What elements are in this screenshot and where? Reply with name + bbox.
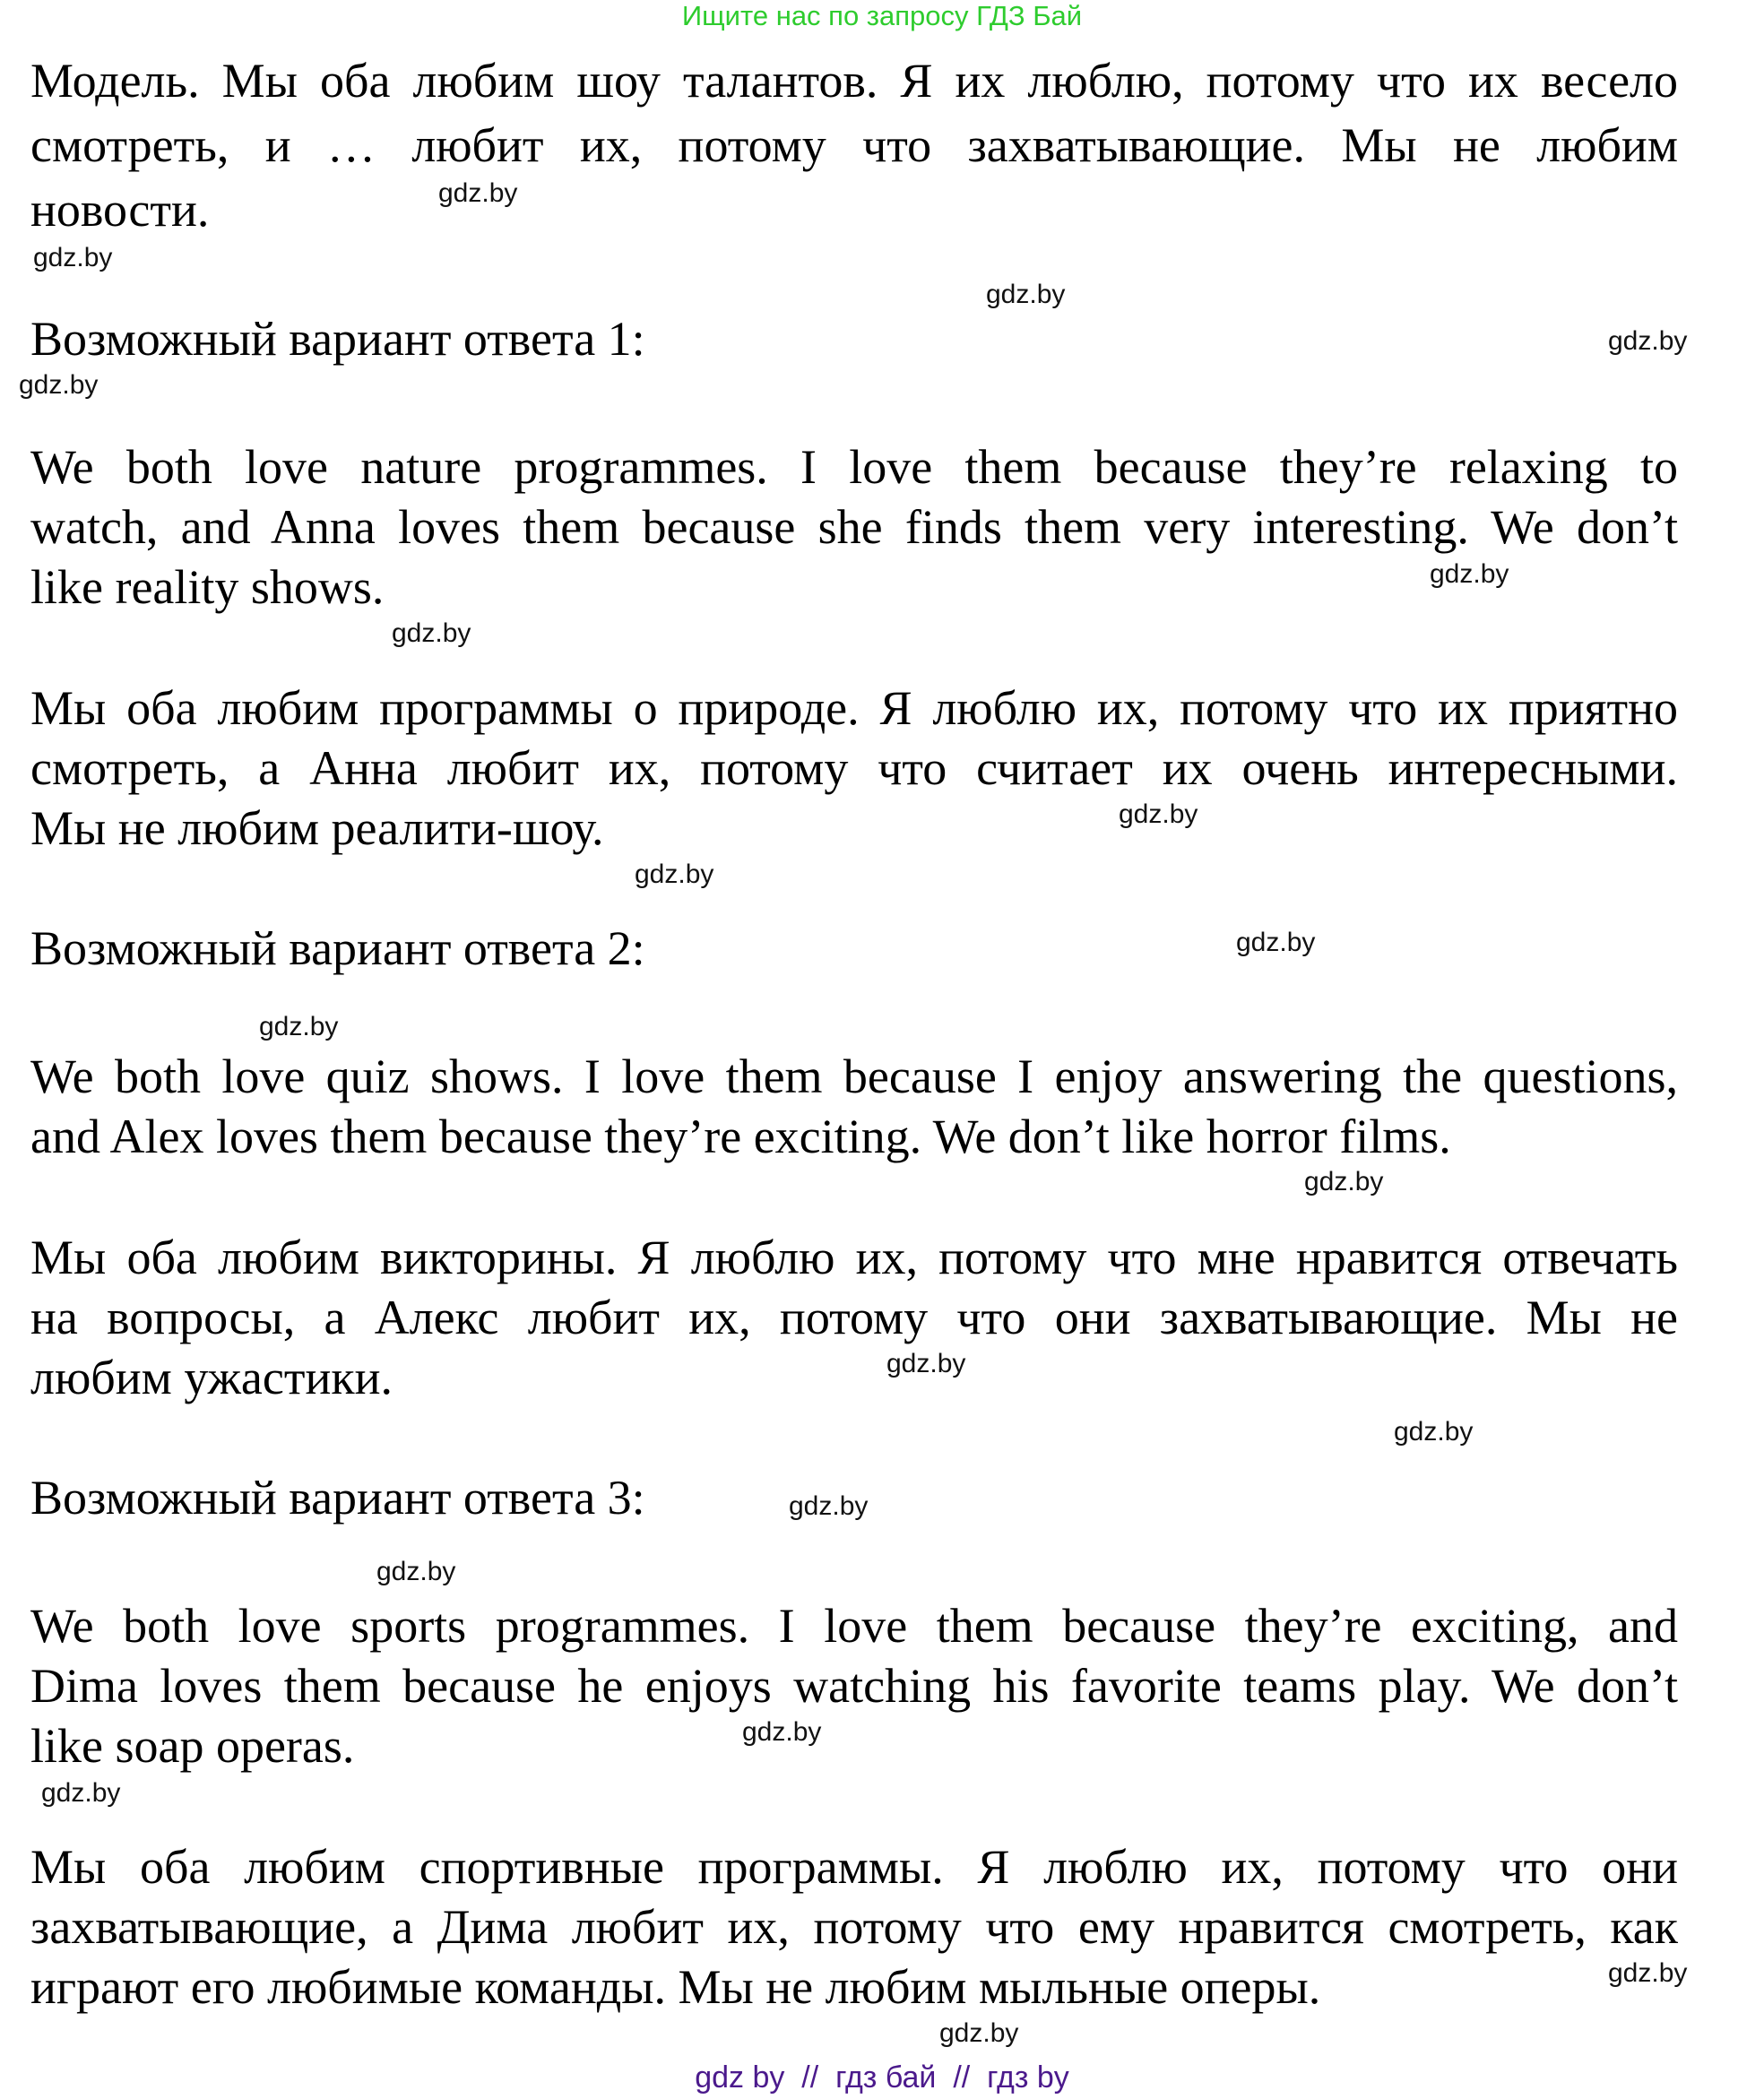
- text-line: like reality shows.: [30, 560, 385, 614]
- watermark-text: gdz.by: [1394, 1417, 1474, 1447]
- text-line: захватывающие, а Дима любит их, потому что ему нравится смотреть, как: [30, 1900, 1678, 1954]
- watermark-text: gdz.by: [1304, 1167, 1384, 1196]
- watermark-text: gdz.by: [33, 243, 113, 272]
- text-line: We both love sports programmes. I love them because they’re exciting, and: [30, 1599, 1678, 1653]
- variant-3-heading: Возможный вариант ответа 3:: [30, 1471, 645, 1525]
- watermark-text: gdz.by: [1430, 559, 1509, 589]
- text-line: Мы не любим реалити-шоу.: [30, 801, 604, 855]
- text-line: We both love nature programmes. I love them because they’re relaxing to: [30, 440, 1678, 494]
- watermark-text: gdz.by: [886, 1349, 966, 1378]
- variant-3-english: [30, 1596, 1678, 1776]
- text-line: Модель. Мы оба любим шоу талантов. Я их люблю, потому что их весело: [30, 54, 1678, 108]
- text-line: Мы оба любим спортивные программы. Я люблю их, потому что они: [30, 1840, 1678, 1894]
- text-line: Мы оба любим викторины. Я люблю их, потому что мне нравится отвечать: [30, 1231, 1678, 1284]
- text-line: новости.: [30, 183, 210, 237]
- variant-2-russian: [30, 1228, 1678, 1408]
- text-line: like soap operas.: [30, 1719, 355, 1773]
- variant-1-russian: [30, 678, 1678, 859]
- variant-1-heading: Возможный вариант ответа 1:: [30, 312, 645, 366]
- text-line: Dima loves them because he enjoys watching his favorite teams play. We don’t: [30, 1659, 1678, 1713]
- watermark-text: gdz.by: [742, 1717, 822, 1747]
- text-line: We both love quiz shows. I love them because I enjoy answering the questions,: [30, 1050, 1678, 1103]
- watermark-text: gdz.by: [19, 370, 99, 400]
- watermark-text: gdz.by: [438, 178, 518, 208]
- variant-2-heading: Возможный вариант ответа 2:: [30, 921, 645, 975]
- watermark-text: gdz.by: [376, 1557, 456, 1586]
- text-line: смотреть, и … любит их, потому что захватывающие. Мы не любим: [30, 118, 1678, 172]
- watermark-text: gdz.by: [1608, 326, 1688, 356]
- watermark-text: gdz.by: [986, 280, 1066, 309]
- text-line: любим ужастики.: [30, 1351, 393, 1404]
- watermark-text: gdz.by: [635, 859, 714, 889]
- watermark-text: gdz.by: [392, 618, 471, 648]
- text-line: Мы оба любим программы о природе. Я люблю их, потому что их приятно: [30, 681, 1678, 735]
- watermark-text: gdz.by: [1236, 928, 1316, 957]
- watermark-text: gdz.by: [939, 2018, 1019, 2048]
- text-line: смотреть, а Анна любит их, потому что считает их очень интересными.: [30, 741, 1678, 795]
- watermark-text: gdz.by: [1119, 799, 1198, 829]
- footer-links: gdz by // гдз бай // гдз by: [695, 2060, 1069, 2095]
- watermark-text: gdz.by: [789, 1491, 869, 1521]
- search-hint-banner: Ищите нас по запросу ГДЗ Бай: [681, 0, 1083, 31]
- variant-2-english: [30, 1047, 1678, 1167]
- text-line: на вопросы, а Алекс любит их, потому что они захватывающие. Мы не: [30, 1291, 1678, 1344]
- variant-3-russian: [30, 1837, 1678, 2017]
- text-line: watch, and Anna loves them because she finds them very interesting. We don’t: [30, 500, 1678, 554]
- watermark-text: gdz.by: [1608, 1958, 1688, 1988]
- model-paragraph: [30, 48, 1678, 242]
- watermark-text: gdz.by: [41, 1778, 121, 1808]
- watermark-text: gdz.by: [259, 1012, 339, 1041]
- text-line: играют его любимые команды. Мы не любим мыльные оперы.: [30, 1960, 1321, 2014]
- text-line: and Alex loves them because they’re exciting. We don’t like horror films.: [30, 1110, 1451, 1163]
- variant-1-english: [30, 437, 1678, 618]
